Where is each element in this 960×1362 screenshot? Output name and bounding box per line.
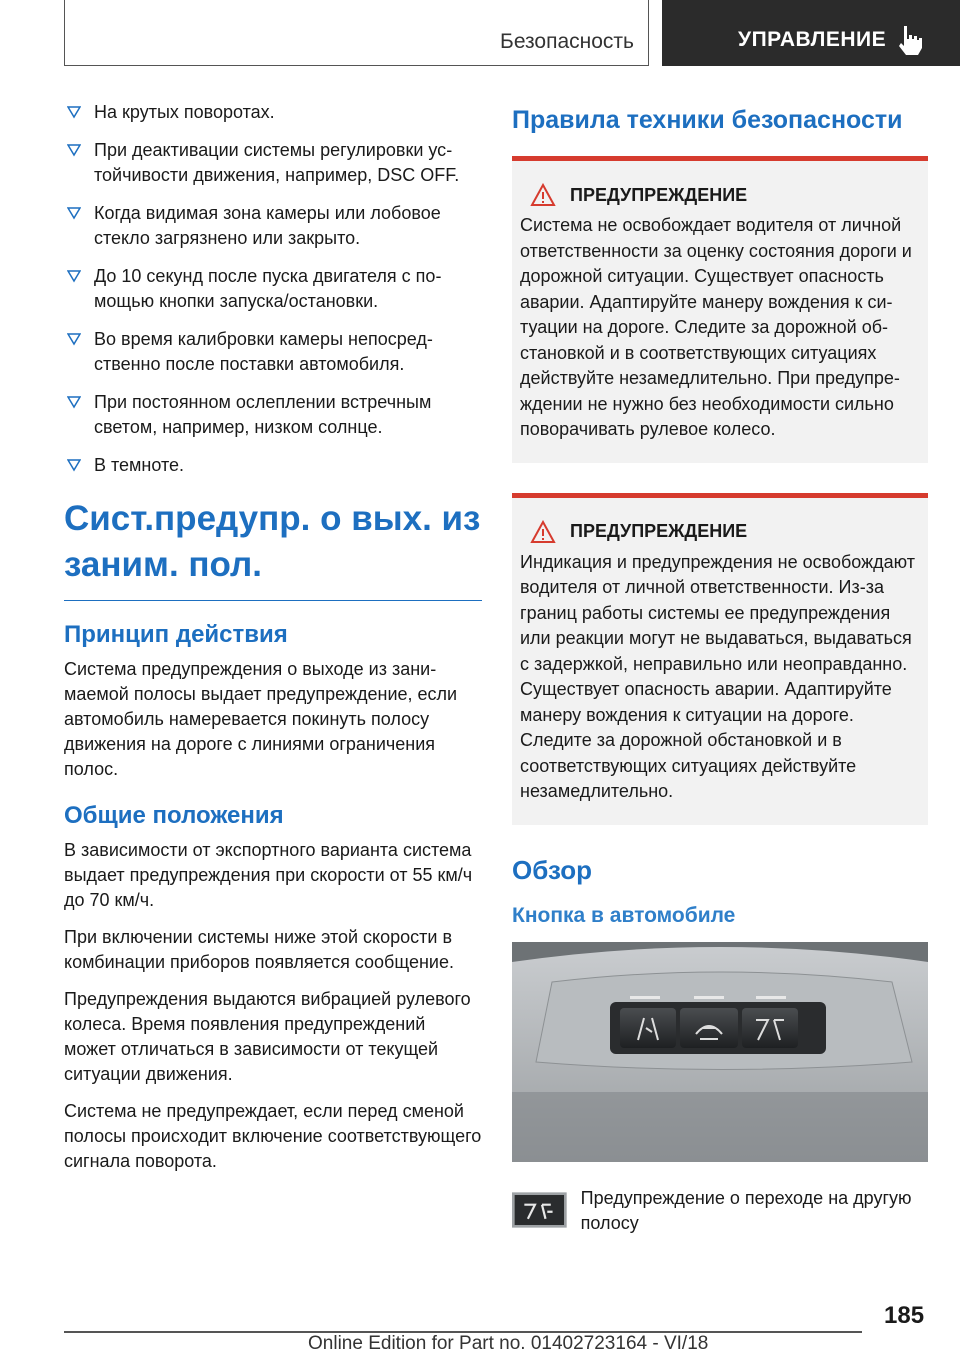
button-panel-photo: [512, 942, 928, 1162]
warning-triangle-icon: [530, 183, 556, 207]
triangle-bullet-icon: [67, 206, 81, 220]
header-chapter-label: УПРАВЛЕНИЕ: [738, 28, 887, 51]
warning-box: [512, 493, 928, 825]
legend-text: Предупреждение о переходе на другую полосу: [580, 1187, 912, 1233]
list-item: В темноте.: [64, 453, 482, 478]
list-item: При постоянном ослеплении встречным светом, например, низком солнце.: [64, 390, 482, 440]
warning-label: ПРЕДУПРЕЖДЕНИЕ: [570, 521, 748, 541]
hand-pointer-icon: [894, 24, 924, 56]
lane-departure-button-icon: [512, 1190, 567, 1230]
list-item: Во время калибровки камеры непосредственно после поставки автомобиля.: [64, 327, 482, 377]
warning-box: [512, 156, 928, 463]
header-chapter-tab: [662, 0, 960, 66]
general-title: Общие положения: [64, 802, 284, 829]
triangle-bullet-icon: [67, 395, 81, 409]
page-number: 185: [884, 1302, 925, 1329]
principle-title: Принцип действия: [64, 621, 288, 648]
triangle-bullet-icon: [67, 458, 81, 472]
left-column: [64, 100, 482, 1186]
triangle-bullet-icon: [67, 105, 81, 119]
section-heading: Сист.предупр. о вых. из заним. пол.: [64, 496, 482, 601]
warning-label: ПРЕДУПРЕЖДЕНИЕ: [570, 184, 748, 205]
header-section-label: Безопасность: [500, 30, 634, 53]
footer-edition: Online Edition for Part no. 01402723164 - VI/18: [308, 1333, 709, 1354]
warning-text: Индикация и предупреждения не освобождают водителя от личной ответственности. Из-за границ работы системы ее предупреждения или реакции могут не выдаваться, выдаваться с задержкой, неправильно или неоправданно. Существует опасность аварии. Адаптируйте манеру вождения к ситуации на дороге. Следите за дорожной обстановкой и в соответствующих ситуациях действуйте незамедлительно.: [520, 551, 915, 801]
general-paragraph: Предупреждения выдаются вибрацией рулевого колеса. Время появления предупреждений может отличаться в зависимости от текущей ситуации движения.: [64, 989, 471, 1084]
header-section-tab: [64, 0, 649, 66]
list-item: Когда видимая зона камеры или лобовое стекло загрязнено или закрыто.: [64, 201, 482, 251]
safety-rules-title: Правила техники безопасности: [512, 106, 903, 134]
triangle-bullet-icon: [67, 332, 81, 346]
list-item: На крутых поворотах.: [64, 100, 482, 125]
legend-row: [512, 1186, 928, 1236]
condition-list: [64, 100, 482, 478]
triangle-bullet-icon: [67, 269, 81, 283]
warning-triangle-icon: [530, 520, 556, 544]
list-item: При деактивации системы регулировки устойчивости движения, например, DSC OFF.: [64, 138, 482, 188]
overview-title: Обзор: [512, 854, 592, 885]
general-paragraph: Система не предупреждает, если перед сменой полосы происходит включение соответствующего сигнала поворота.: [64, 1101, 482, 1171]
triangle-bullet-icon: [67, 143, 81, 157]
warning-text: Система не освобождает водителя от личной ответственности за оценку состояния дороги и дорожной ситуации. Существует опасность аварии. Адаптируйте манеру вождения к ситуации на дороге. Следите за дорожной обстановкой и в соответствующих ситуациях действуйте незамедлительно. При предупреждении не нужно без необходимости сильно поворачивать рулевое колесо.: [520, 215, 912, 439]
button-title: Кнопка в автомобиле: [512, 903, 736, 927]
right-column: [512, 100, 928, 1236]
principle-text: Система предупреждения о выходе из занимаемой полосы выдает предупреждение, если автомобиль намеревается покинуть полосу движения на дороге с линиями ограничения полос.: [64, 659, 458, 779]
general-paragraph: В зависимости от экспортного варианта система выдает предупреждения при скорости от 55 км/ч до 70 км/ч.: [64, 840, 473, 910]
list-item: До 10 секунд после пуска двигателя с помощью кнопки запуска/остановки.: [64, 264, 482, 314]
button-panel-illustration: [512, 942, 928, 1162]
general-paragraph: При включении системы ниже этой скорости в комбинации приборов появляется сообщение.: [64, 927, 454, 972]
